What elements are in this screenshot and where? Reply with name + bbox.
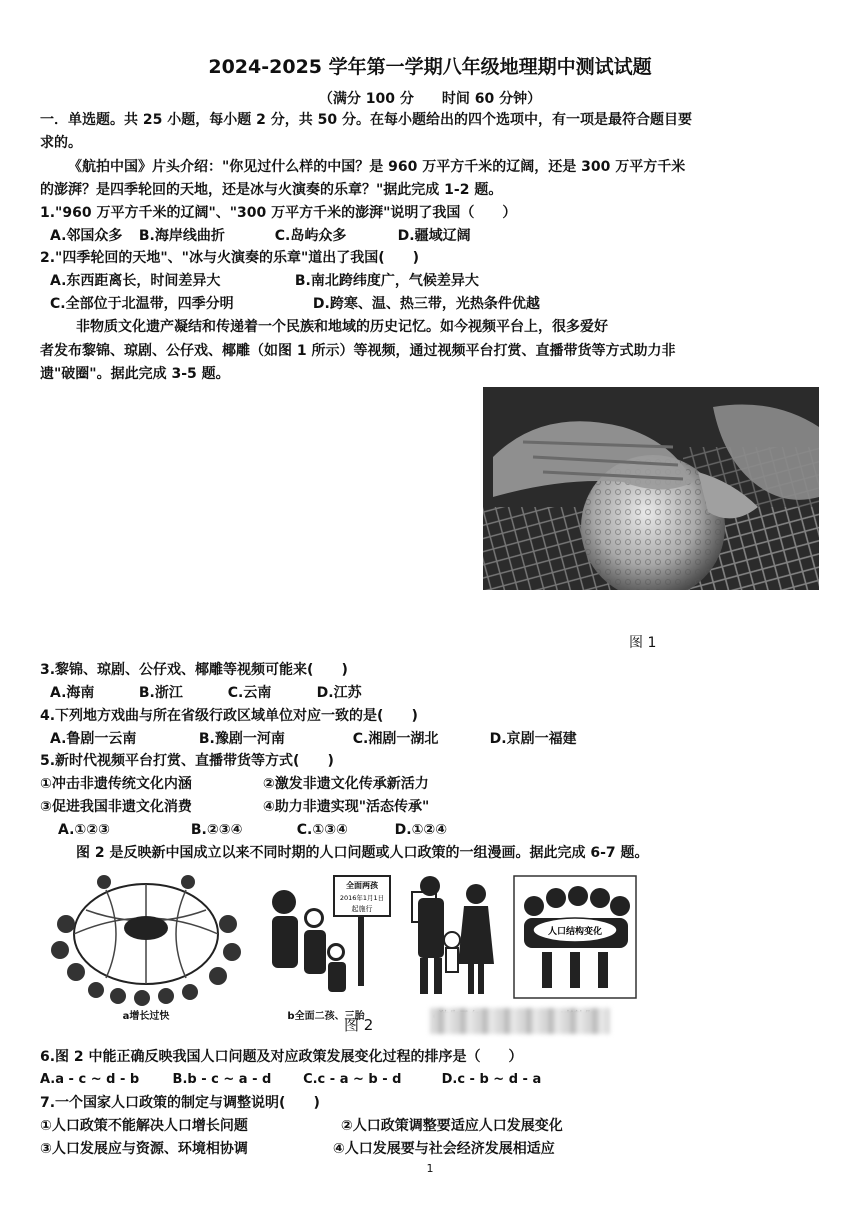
q7-item-2: ②人口政策调整要适应人口发展变化 <box>340 1118 563 1134</box>
q5-options <box>58 820 447 840</box>
page-title: 2024-2025 学年第一学期八年级地理期中测试试题 <box>208 56 652 78</box>
q7-items-row1 <box>40 1115 563 1137</box>
q5-item-2: ②激发非遗文化传承新活力 <box>262 776 429 792</box>
q2-option-b[interactable]: B.南北跨纬度广，气候差异大 <box>294 273 479 289</box>
q2-option-a[interactable]: A.东西距离长，时间差异大 <box>50 273 221 289</box>
q3-option-c[interactable]: C.云南 <box>227 685 272 701</box>
q7-item-1: ①人口政策不能解决人口增长问题 <box>40 1118 248 1134</box>
q5-option-b[interactable]: B.②③④ <box>190 822 243 838</box>
q5-option-d[interactable]: D.①②④ <box>394 822 448 838</box>
q5-item-4: ④助力非遗实现"活态传承" <box>262 799 430 815</box>
q4-option-c[interactable]: C.湘剧一湖北 <box>352 731 439 747</box>
q1-options <box>50 226 471 246</box>
passage1-line1: 《航拍中国》片头介绍："你见过什么样的中国？是 960 万平方千米的辽阔，还是 300 万平方千米 <box>68 159 686 175</box>
q2-options-row2 <box>50 294 540 314</box>
passage2-line2: 者发布黎锦、琼剧、公仔戏、椰雕（如图 1 所示）等视频，通过视频平台打赏、直播带货等方式助力非 <box>40 343 676 359</box>
q2-stem: 2."四季轮回的天地"、"冰与火演奏的乐章"道出了我国( ) <box>40 250 420 266</box>
q6-option-b[interactable]: B.b - c ~ a - d <box>172 1072 272 1087</box>
q4-option-d[interactable]: D.京剧一福建 <box>489 731 577 747</box>
q3-options <box>50 683 362 703</box>
q5-item-3: ③促进我国非遗文化消费 <box>40 799 192 815</box>
q6-option-c[interactable]: C.c - a ~ b - d <box>303 1072 402 1087</box>
figure1-caption: 图 1 <box>629 635 657 651</box>
passage1-line2: 的澎湃？是四季轮回的天地，还是冰与火演奏的乐章？"据此完成 1-2 题。 <box>40 182 503 198</box>
q1-option-a[interactable]: A.邻国众多 <box>50 228 123 244</box>
q5-items-row1 <box>40 773 429 795</box>
q6-options <box>40 1070 541 1090</box>
q4-option-b[interactable]: B.豫剧一河南 <box>198 731 285 747</box>
panel-b-sign-line3: 起施行 <box>351 905 373 913</box>
q1-option-b[interactable]: B.海岸线曲折 <box>138 228 225 244</box>
q1-option-c[interactable]: C.岛屿众多 <box>274 228 347 244</box>
panel-a <box>46 872 246 1022</box>
panel-c <box>406 872 506 1006</box>
q5-option-a[interactable]: A.①②③ <box>58 822 110 838</box>
passage3-line1: 图 2 是反映新中国成立以来不同时期的人口问题或人口政策的一组漫画。据此完成 6-7 题。 <box>76 845 649 861</box>
panel-d <box>512 872 638 1006</box>
q3-option-a[interactable]: A.海南 <box>50 685 95 701</box>
coconut-carving-photo <box>483 387 819 590</box>
panel-d-banner: 人口结构变化 <box>547 927 603 937</box>
section-intro-line1: 一．单选题。共 25 小题，每小题 2 分，共 50 分。在每小题给出的四个选项中，有一项是最符合题目要 <box>40 112 692 128</box>
panel-b <box>256 872 396 1022</box>
page-number: 1 <box>426 1162 434 1175</box>
q2-option-d[interactable]: D.跨寒、温、热三带，光热条件优越 <box>312 296 540 312</box>
figure1 <box>483 387 819 649</box>
q7-items-row2 <box>40 1138 555 1160</box>
q1-stem: 1."960 万平方千米的辽阔"、"300 万平方千米的澎湃"说明了我国（ ） <box>40 205 517 221</box>
section-intro-line2: 求的。 <box>40 135 82 151</box>
passage2-line3: 遗"破圈"。据此完成 3-5 题。 <box>40 366 230 382</box>
q3-stem: 3.黎锦、琼剧、公仔戏、椰雕等视频可能来( ) <box>40 662 348 678</box>
figure2-caption: 图 2 <box>344 1016 374 1034</box>
q4-options <box>50 729 577 749</box>
panel-b-sign-line2: 2016年1月1日 <box>339 894 385 902</box>
q5-items-row2 <box>40 796 429 818</box>
q4-option-a[interactable]: A.鲁剧一云南 <box>50 731 137 747</box>
q2-option-c[interactable]: C.全部位于北温带，四季分明 <box>50 296 234 312</box>
q6-stem: 6.图 2 中能正确反映我国人口问题及对应政策发展变化过程的排序是（ ） <box>40 1049 523 1065</box>
q1-option-d[interactable]: D.疆域辽阔 <box>397 228 471 244</box>
q5-item-1: ①冲击非遗传统文化内涵 <box>40 776 192 792</box>
panel-b-label: b全面二孩、三胎 <box>287 1011 365 1022</box>
q6-option-a[interactable]: A.a - c ~ d - b <box>40 1072 140 1087</box>
q7-item-3: ③人口发展应与资源、环境相协调 <box>40 1141 248 1157</box>
q3-option-b[interactable]: B.浙江 <box>138 685 183 701</box>
q5-option-c[interactable]: C.①③④ <box>296 822 348 838</box>
q7-stem: 7.一个国家人口政策的制定与调整说明( ) <box>40 1095 320 1111</box>
panel-b-sign-line1: 全面两孩 <box>346 881 378 890</box>
q3-option-d[interactable]: D.江苏 <box>316 685 362 701</box>
q4-stem: 4.下列地方戏曲与所在省级行政区域单位对应一致的是( ) <box>40 708 418 724</box>
panel-a-label: a增长过快 <box>122 1011 170 1022</box>
q5-stem: 5.新时代视频平台打赏、直播带货等方式( ) <box>40 753 334 769</box>
blurred-watermark <box>430 1008 610 1034</box>
q2-options-row1 <box>50 271 479 291</box>
exam-subtitle: （满分 100 分 时间 60 分钟） <box>318 91 542 107</box>
passage2-line1: 非物质文化遗产凝结和传递着一个民族和地域的历史记忆。如今视频平台上，很多爱好 <box>76 319 608 335</box>
q6-option-d[interactable]: D.c - b ~ d - a <box>441 1072 542 1087</box>
q7-item-4: ④人口发展要与社会经济发展相适应 <box>332 1141 555 1157</box>
